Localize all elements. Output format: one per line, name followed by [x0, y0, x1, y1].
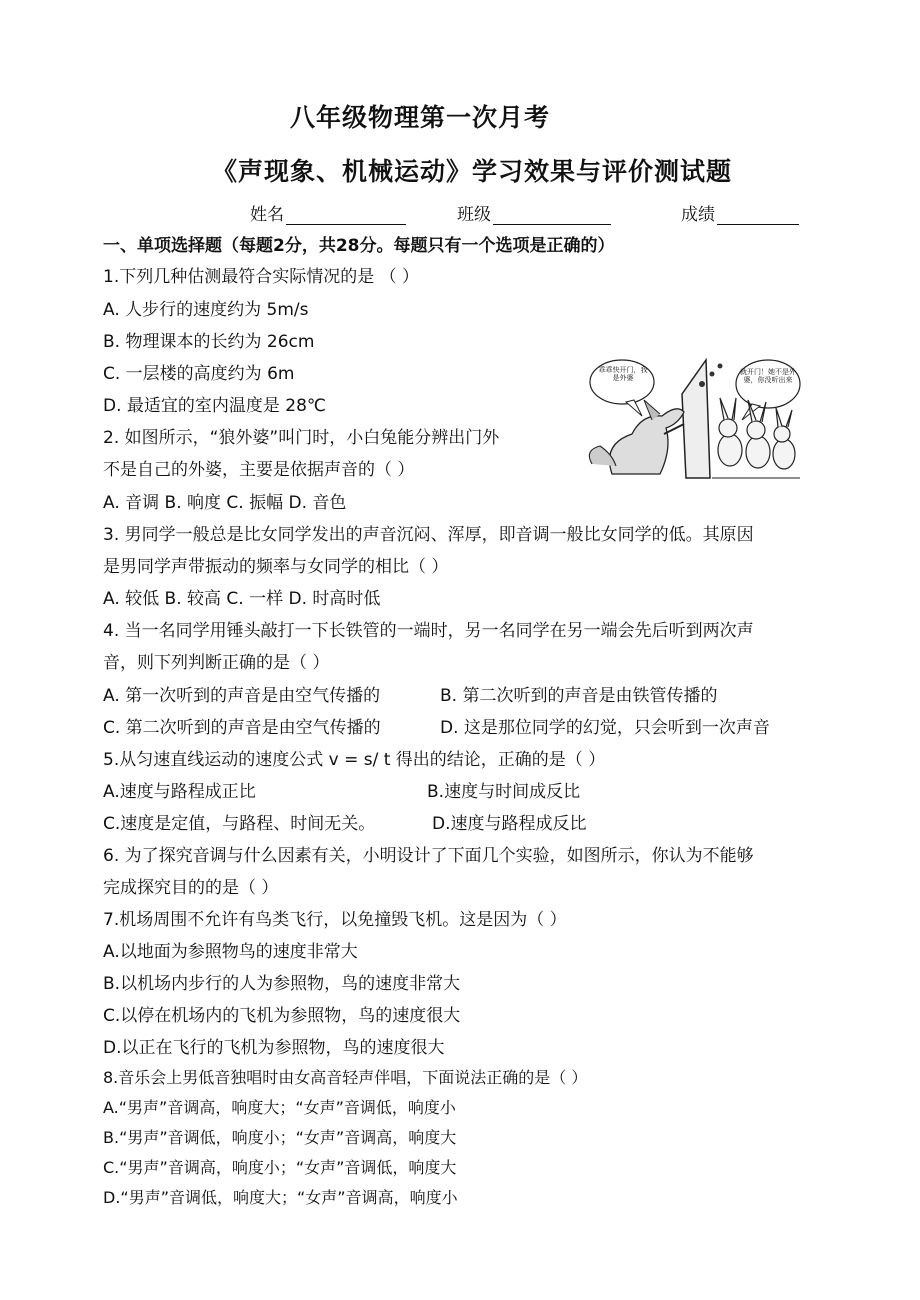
q2-stem-line1: 2. 如图所示，“狼外婆”叫门时，小白兔能分辨出门外 [103, 428, 500, 448]
score-label: 成绩 [681, 205, 715, 225]
q4-option-d: D. 这是那位同学的幻觉，只会听到一次声音 [440, 718, 770, 738]
section-heading: 一、单项选择题（每题2分，共28分。每题只有一个选项是正确的） [103, 236, 615, 256]
wolf-grandma-cartoon [582, 354, 802, 484]
q8-option-b: B.“男声”音调低，响度小；“女声”音调高，响度大 [103, 1128, 457, 1147]
q6-stem-line2: 完成探究目的的是（ ） [103, 878, 279, 898]
bubble-right-text: 就开门！她不是外婆，你没听出来 [740, 368, 796, 384]
q5-option-b: B.速度与时间成反比 [427, 782, 581, 802]
page-title: 八年级物理第一次月考 [290, 103, 551, 132]
q7-option-d: D.以正在飞行的飞机为参照物，鸟的速度很大 [103, 1038, 445, 1058]
q4-option-b: B. 第二次听到的声音是由铁管传播的 [440, 686, 718, 706]
q2-options: A. 音调 B. 响度 C. 振幅 D. 音色 [103, 493, 347, 513]
name-blank[interactable] [286, 206, 406, 225]
bubble-left-text: 乖乖快开门，我是外婆 [598, 366, 648, 382]
q8-option-a: A.“男声”音调高，响度大；“女声”音调低，响度小 [103, 1098, 456, 1117]
q1-option-a: A. 人步行的速度约为 5m/s [103, 300, 309, 320]
name-label: 姓名 [250, 205, 284, 225]
q8-stem: 8.音乐会上男低音独唱时由女高音轻声伴唱，下面说法正确的是（ ） [103, 1068, 588, 1087]
q5-stem: 5.从匀速直线运动的速度公式 v = s/ t 得出的结论，正确的是（ ） [103, 750, 606, 770]
score-blank[interactable] [717, 206, 799, 225]
q8-option-c: C.“男声”音调高，响度小；“女声”音调低，响度大 [103, 1158, 457, 1177]
score-field[interactable] [681, 200, 799, 225]
q3-stem-line1: 3. 男同学一般总是比女同学发出的声音沉闷、浑厚，即音调一般比女同学的低。其原因 [103, 525, 754, 545]
q1-option-b: B. 物理课本的长约为 26cm [103, 332, 315, 352]
q1-stem: 1.下列几种估测最符合实际情况的是 （ ） [103, 267, 420, 287]
q7-stem: 7.机场周围不允许有鸟类飞行，以免撞毁飞机。这是因为（ ） [103, 910, 567, 930]
q4-stem-line1: 4. 当一名同学用锤头敲打一下长铁管的一端时，另一名同学在另一端会先后听到两次声 [103, 621, 754, 641]
q7-option-b: B.以机场内步行的人为参照物，鸟的速度非常大 [103, 974, 461, 994]
q3-stem-line2: 是男同学声带振动的频率与女同学的相比（ ） [103, 557, 449, 577]
name-field[interactable] [250, 200, 406, 225]
q5-option-a: A.速度与路程成正比 [103, 782, 256, 802]
class-field[interactable] [457, 200, 611, 225]
q5-option-c: C.速度是定值，与路程、时间无关。 [103, 814, 376, 834]
class-label: 班级 [457, 205, 491, 225]
q4-stem-line2: 音，则下列判断正确的是（ ） [103, 653, 330, 673]
q3-options: A. 较低 B. 较高 C. 一样 D. 时高时低 [103, 589, 381, 609]
q7-option-a: A.以地面为参照物鸟的速度非常大 [103, 942, 358, 962]
class-blank[interactable] [493, 206, 611, 225]
q2-stem-line2: 不是自己的外婆，主要是依据声音的（ ） [103, 460, 415, 480]
q5-option-d: D.速度与路程成反比 [432, 814, 587, 834]
q8-option-d: D.“男声”音调低，响度大；“女声”音调高，响度小 [103, 1188, 458, 1207]
page-subtitle: 《声现象、机械运动》学习效果与评价测试题 [212, 157, 733, 186]
q4-option-a: A. 第一次听到的声音是由空气传播的 [103, 686, 381, 706]
q1-option-d: D. 最适宜的室内温度是 28℃ [103, 396, 327, 416]
q7-option-c: C.以停在机场内的飞机为参照物，鸟的速度很大 [103, 1006, 461, 1026]
q6-stem-line1: 6. 为了探究音调与什么因素有关，小明设计了下面几个实验，如图所示，你认为不能够 [103, 846, 754, 866]
q4-option-c: C. 第二次听到的声音是由空气传播的 [103, 718, 381, 738]
q1-option-c: C. 一层楼的高度约为 6m [103, 364, 295, 384]
